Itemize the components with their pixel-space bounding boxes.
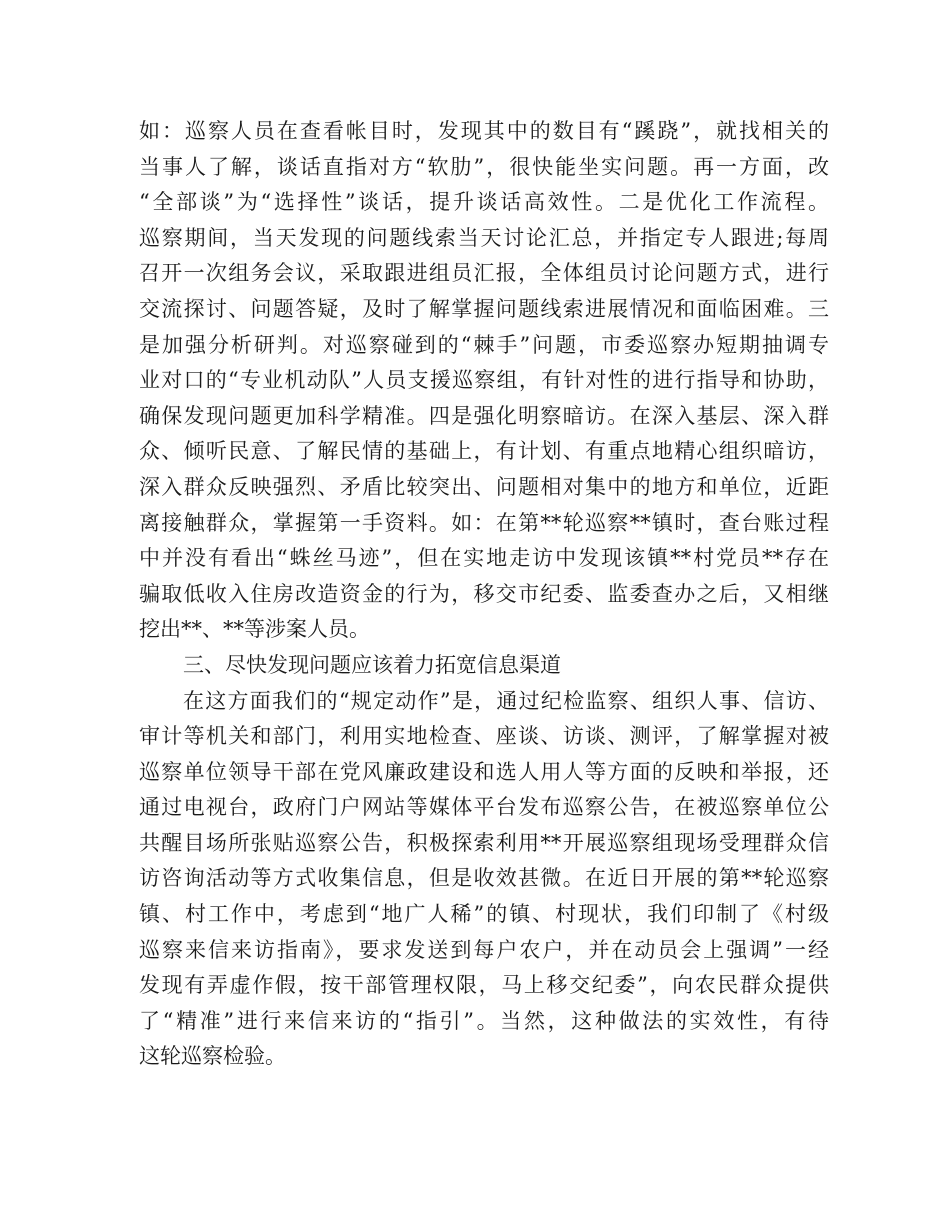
paragraph-line: 召开一次组务会议，采取跟进组员汇报，全体组员讨论问题方式，进行: [139, 261, 829, 286]
paragraph-line: 通过电视台，政府门户网站等媒体平台发布巡察公告，在被巡察单位公: [139, 795, 829, 820]
section-heading: 三、尽快发现问题应该着力拓宽信息渠道: [183, 652, 561, 677]
paragraph-line: 在这方面我们的“规定动作”是，通过纪检监察、组织人事、信访、: [183, 688, 829, 713]
document-body: [139, 114, 829, 1075]
paragraph-line: 当事人了解，谈话直指对方“软肋”，很快能坐实问题。再一方面，改: [139, 154, 829, 179]
paragraph-line: 审计等机关和部门，利用实地检查、座谈、访谈、测评，了解掌握对被: [139, 724, 829, 749]
paragraph-line: 巡察单位领导干部在党风廉政建设和选人用人等方面的反映和举报，还: [139, 759, 829, 784]
paragraph-line: 骗取低收入住房改造资金的行为，移交市纪委、监委查办之后，又相继: [139, 581, 829, 606]
paragraph-line: 了“精准”进行来信来访的“指引”。当然，这种做法的实效性，有待: [139, 1008, 829, 1033]
paragraph-line: 业对口的“专业机动队”人员支援巡察组，有针对性的进行指导和协助，: [139, 368, 829, 393]
paragraph-line: 交流探讨、问题答疑，及时了解掌握问题线索进展情况和面临困难。三: [139, 296, 829, 321]
paragraph-line: 确保发现问题更加科学精准。四是强化明察暗访。在深入基层、深入群: [139, 403, 829, 428]
paragraph-line: 深入群众反映强烈、矛盾比较突出、问题相对集中的地方和单位，近距: [139, 474, 829, 499]
paragraph-line: 巡察来信来访指南》，要求发送到每户农户，并在动员会上强调”一经: [139, 937, 829, 962]
paragraph-line: “全部谈”为“选择性”谈话，提升谈话高效性。二是优化工作流程。: [139, 190, 829, 215]
paragraph-line: 这轮巡察检验。: [139, 1044, 286, 1069]
paragraph-line: 镇、村工作中，考虑到“地广人稀”的镇、村现状，我们印制了《村级: [139, 902, 829, 927]
paragraph-line: 发现有弄虚作假，按干部管理权限，马上移交纪委”，向农民群众提供: [139, 973, 829, 998]
paragraph-line: 中并没有看出“蛛丝马迹”，但在实地走访中发现该镇**村党员**存在: [139, 546, 829, 571]
paragraph-line: 众、倾听民意、了解民情的基础上，有计划、有重点地精心组织暗访，: [139, 439, 829, 464]
paragraph-line: 是加强分析研判。对巡察碰到的“棘手”问题，市委巡察办短期抽调专: [139, 332, 829, 357]
paragraph-line: 如：巡察人员在查看帐目时，发现其中的数目有“蹊跷”，就找相关的: [139, 119, 829, 143]
paragraph-line: 共醒目场所张贴巡察公告，积极探索利用**开展巡察组现场受理群众信: [139, 830, 829, 855]
paragraph-line: 巡察期间，当天发现的问题线索当天讨论汇总，并指定专人跟进;每周: [139, 225, 829, 250]
paragraph-line: 访咨询活动等方式收集信息，但是收效甚微。在近日开展的第**轮巡察: [139, 866, 829, 891]
paragraph-line: 离接触群众，掌握第一手资料。如：在第**轮巡察**镇时，查台账过程: [139, 510, 829, 535]
paragraph-line: 挖出**、**等涉案人员。: [139, 617, 370, 642]
